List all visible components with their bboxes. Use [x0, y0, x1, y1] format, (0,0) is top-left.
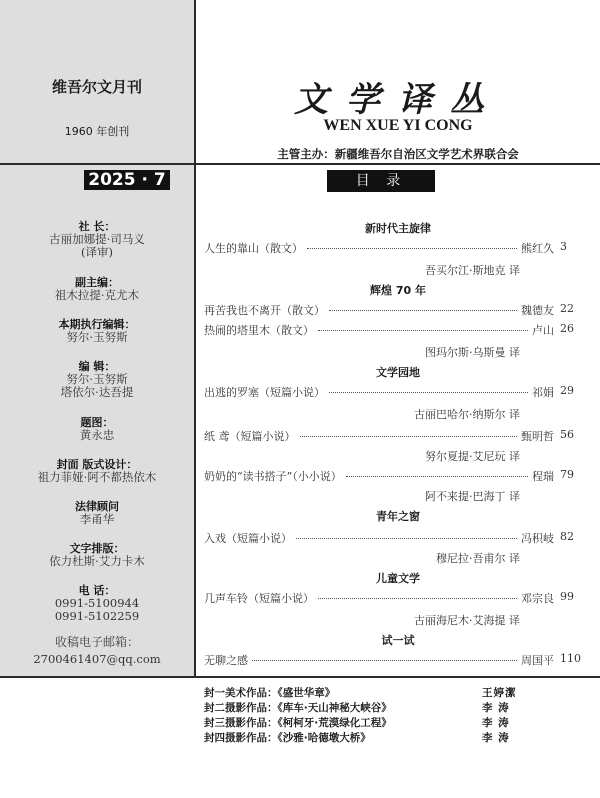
toc-entry-title: 入戏（短篇小说） [204, 532, 292, 545]
toc-section-title: 儿童文学 [376, 572, 420, 585]
toc-entry-title: 热闹的塔里木（散文） [204, 324, 314, 337]
toc-entry-title: 人生的靠山（散文） [204, 242, 303, 255]
toc-entry-title: 无聊之感 [204, 654, 248, 667]
toc-entry[interactable] [204, 652, 581, 668]
staff-role: 文字排版： [69, 542, 125, 555]
toc-entry-page: 99 [560, 590, 574, 603]
credit-work: 封三摄影作品：《柯柯牙·荒漠绿化工程》 [204, 717, 392, 729]
toc-entry-author: 冯积岐 [521, 532, 554, 545]
dot-leader [329, 310, 517, 311]
staff-role: 社 长： [78, 220, 116, 233]
toc-entry[interactable] [204, 468, 574, 484]
staff-executive-editor [0, 318, 194, 344]
credit-row [204, 716, 544, 731]
toc-section-title: 文学园地 [376, 366, 420, 379]
toc-entry-author: 祁娟 [532, 386, 554, 399]
toc-entry-page: 110 [560, 652, 581, 665]
staff-role: 电 话： [78, 584, 116, 597]
toc-entry[interactable] [204, 322, 574, 338]
staff-role: 编 辑： [78, 360, 116, 373]
toc-entry-author: 熊红久 [521, 242, 554, 255]
toc-section-title: 新时代主旋律 [365, 222, 431, 235]
staff-name: 祖力菲娅·阿不都热依木 [37, 470, 157, 484]
staff-role: 封面 版式设计： [56, 458, 138, 471]
founded-year: 1960 年创刊 [64, 125, 130, 138]
toc-entry-author: 程瑞 [532, 470, 554, 483]
toc-entry[interactable] [204, 240, 567, 256]
staff-role: 法律顾问 [75, 500, 119, 513]
staff-name: 依力杜斯·艾力卡木 [49, 554, 145, 568]
cover-credits [204, 686, 544, 746]
staff-name: 塔依尔·达吾提 [60, 385, 134, 399]
credit-artist: 王婷潔 [482, 687, 517, 699]
toc-entry-translator: 古丽巴哈尔·纳斯尔 译 [414, 408, 520, 421]
toc-entry-translator: 吾买尔江·斯地克 译 [425, 264, 520, 277]
toc-entry-translator: 穆尼拉·吾甫尔 译 [436, 552, 520, 565]
journal-title: 文学译丛 [294, 80, 502, 120]
toc-entry[interactable] [204, 530, 574, 546]
staff-deputy-editor [0, 276, 194, 302]
toc-entry-translator: 阿不来提·巴海丁 译 [425, 490, 520, 503]
toc-entry-title: 出逃的罗塞（短篇小说） [204, 386, 325, 399]
header-divider [0, 163, 600, 165]
dot-leader [300, 436, 518, 437]
email-address[interactable]: 2700461407@qq.com [33, 652, 161, 666]
dot-leader [307, 248, 517, 249]
dot-leader [252, 660, 517, 661]
staff-typesetting [0, 542, 194, 568]
staff-legal-advisor [0, 500, 194, 526]
credit-artist: 李 涛 [482, 702, 510, 714]
staff-role: 副主编： [75, 276, 119, 289]
dot-leader [296, 538, 517, 539]
staff-role: 本期执行编辑： [58, 318, 136, 331]
toc-entry-translator: 图玛尔斯·乌斯曼 译 [425, 346, 520, 359]
phone-number: 0991-5102259 [54, 609, 140, 623]
toc-entry-page: 79 [560, 468, 574, 481]
credit-row [204, 701, 544, 716]
credit-row [204, 686, 544, 701]
credit-work: 封四摄影作品：《沙雅·哈德墩大桥》 [204, 732, 371, 744]
sponsor-line: 主管主办：新疆维吾尔自治区文学艺术界联合会 [277, 147, 519, 161]
toc-entry-title: 纸 鸢（短篇小说） [204, 430, 296, 443]
toc-entry-page: 3 [560, 240, 567, 253]
staff-president [0, 220, 194, 259]
staff-name: 李甬华 [79, 512, 115, 526]
toc-entry-translator: 努尔夏提·艾尼玩 译 [425, 450, 520, 463]
staff-role: 题图： [80, 416, 114, 429]
staff-role: 收稿电子邮箱： [54, 635, 139, 649]
issue-number: 2025 · 7 [84, 170, 170, 190]
toc-entry-translator: 古丽海尼木·艾海提 译 [414, 614, 520, 627]
staff-name: 祖木拉提·克尤木 [54, 288, 140, 302]
toc-entry-author: 魏德友 [521, 304, 554, 317]
toc-entry-title: 几声车铃（短篇小说） [204, 592, 314, 605]
staff-name: 努尔·玉努斯 [66, 330, 128, 344]
toc-entry-author: 卢山 [532, 324, 554, 337]
journal-title-pinyin: WEN XUE YI CONG [323, 117, 473, 134]
credit-work: 封二摄影作品：《库车·天山神秘大峡谷》 [204, 702, 392, 714]
toc-section-title: 试一试 [381, 634, 415, 647]
toc-section-title: 辉煌 70 年 [370, 284, 426, 297]
staff-phone [0, 584, 194, 623]
credit-work: 封一美术作品：《盛世华章》 [204, 687, 336, 699]
toc-heading: 目 录 [327, 170, 435, 192]
phone-number: 0991-5100944 [54, 596, 140, 610]
toc-entry[interactable] [204, 428, 574, 444]
toc-entry-page: 26 [560, 322, 574, 335]
staff-title-illustration [0, 416, 194, 442]
toc-entry[interactable] [204, 590, 574, 606]
staff-email [0, 636, 194, 666]
staff-name: 古丽加娜提·司马义 [49, 232, 145, 246]
toc-entry-page: 82 [560, 530, 574, 543]
toc-section-title: 青年之窗 [376, 510, 420, 523]
toc-entry[interactable] [204, 302, 574, 318]
toc-entry-title: 再苦我也不离开（散文） [204, 304, 325, 317]
dot-leader [346, 476, 528, 477]
credit-artist: 李 涛 [482, 732, 510, 744]
staff-name: 努尔·玉努斯 [66, 372, 128, 386]
footer-divider [0, 676, 600, 678]
toc-entry-page: 29 [560, 384, 574, 397]
staff-editors [0, 360, 194, 399]
staff-cover-design [0, 458, 194, 484]
toc-entry-title: 奶奶的“读书搭子”（小小说） [204, 470, 342, 483]
toc-entry-page: 56 [560, 428, 574, 441]
toc-entry[interactable] [204, 384, 574, 400]
toc-entry-author: 周国平 [521, 654, 554, 667]
toc-entry-author: 甄明哲 [521, 430, 554, 443]
credit-artist: 李 涛 [482, 717, 510, 729]
toc-entry-page: 22 [560, 302, 574, 315]
dot-leader [318, 330, 528, 331]
magazine-name: 维吾尔文月刊 [51, 78, 142, 96]
credit-row [204, 731, 544, 746]
dot-leader [329, 392, 528, 393]
toc-entry-author: 邓宗良 [521, 592, 554, 605]
dot-leader [318, 598, 517, 599]
staff-name: (译审) [81, 245, 113, 259]
staff-name: 黄永忠 [79, 428, 115, 442]
